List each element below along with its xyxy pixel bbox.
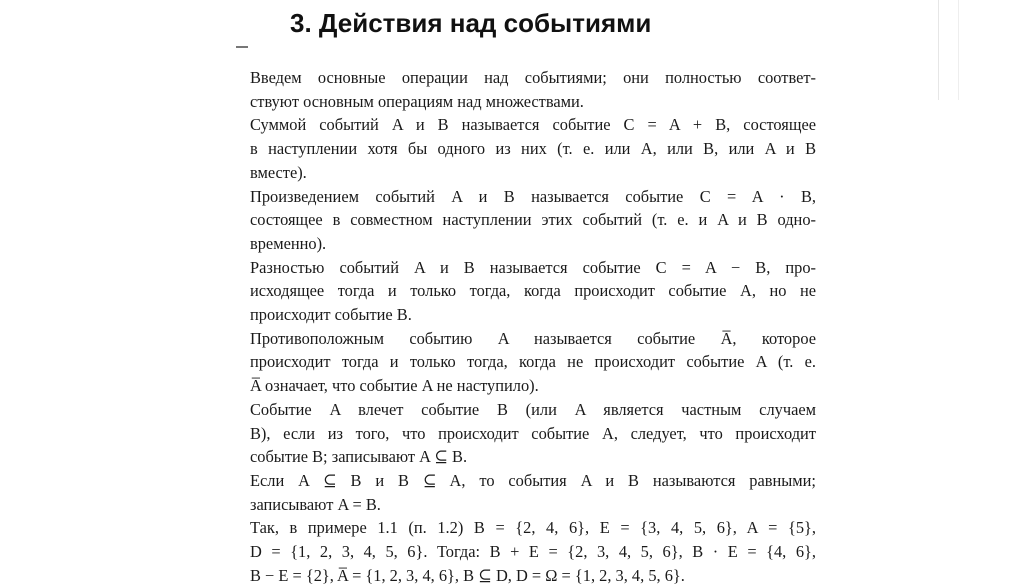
text-line: Если A ⊆ B и B ⊆ A, то события A и B называются равными;: [250, 470, 816, 490]
text-line: записывают A = B.: [250, 494, 381, 514]
text-line: вместе).: [250, 162, 307, 182]
text-line: исходящее тогда и только тогда, когда происходит событие A, но не: [250, 281, 816, 301]
paragraph-example: [206, 516, 816, 587]
text-line: B), если из того, что происходит событие A, следует, что происходит: [250, 423, 816, 443]
paragraph-opposite: [206, 327, 816, 398]
paragraph-equal: [206, 469, 816, 516]
text-line: временно).: [250, 233, 327, 253]
text-line: Противоположным событию A называется событие A̅, которое: [250, 328, 816, 348]
text-line: B − E = {2}, A̅ = {1, 2, 3, 4, 6}, B ⊆ D, D = Ω = {1, 2, 3, 4, 5, 6}.: [250, 565, 685, 585]
paragraph-difference: [206, 256, 816, 327]
text-line: происходит событие B.: [250, 305, 412, 325]
text-line: происходит тогда и только тогда, когда не происходит событие A (т. е.: [250, 352, 816, 372]
text-line: A̅ означает, что событие A не наступило).: [250, 376, 539, 396]
text-line: Введем основные операции над событиями; они полностью соответ-: [250, 68, 816, 87]
page-title: 3. Действия над событиями: [290, 8, 652, 38]
document-body: [206, 66, 816, 587]
paragraph-product: [206, 185, 816, 256]
text-line: ствуют основным операциям над множествами.: [250, 91, 584, 111]
paragraph-sum: [206, 113, 816, 184]
text-line: Событие A влечет событие B (или A является частным случаем: [250, 399, 816, 419]
text-line: в наступлении хотя бы одного из них (т. е. или A, или B, или A и B: [250, 139, 816, 159]
text-line: Так, в примере 1.1 (п. 1.2) B = {2, 4, 6}, E = {3, 4, 5, 6}, A = {5},: [250, 518, 816, 538]
text-line: событие B; записывают A ⊆ B.: [250, 447, 468, 467]
paragraph-intro: [206, 66, 816, 113]
scan-mark: [236, 46, 248, 48]
text-line: Суммой событий A и B называется событие C = A + B, состоящее: [250, 115, 816, 135]
text-line: состоящее в совместном наступлении этих событий (т. е. и A и B одно-: [250, 210, 816, 230]
paragraph-implies: [206, 398, 816, 469]
divider: [958, 0, 959, 100]
text-line: Разностью событий A и B называется событие C = A − B, про-: [250, 257, 816, 277]
text-line: D = {1, 2, 3, 4, 5, 6}. Тогда: B + E = {2, 3, 4, 5, 6}, B · E = {4, 6},: [250, 542, 816, 562]
text-line: Произведением событий A и B называется событие C = A · B,: [250, 186, 816, 206]
divider: [938, 0, 939, 100]
